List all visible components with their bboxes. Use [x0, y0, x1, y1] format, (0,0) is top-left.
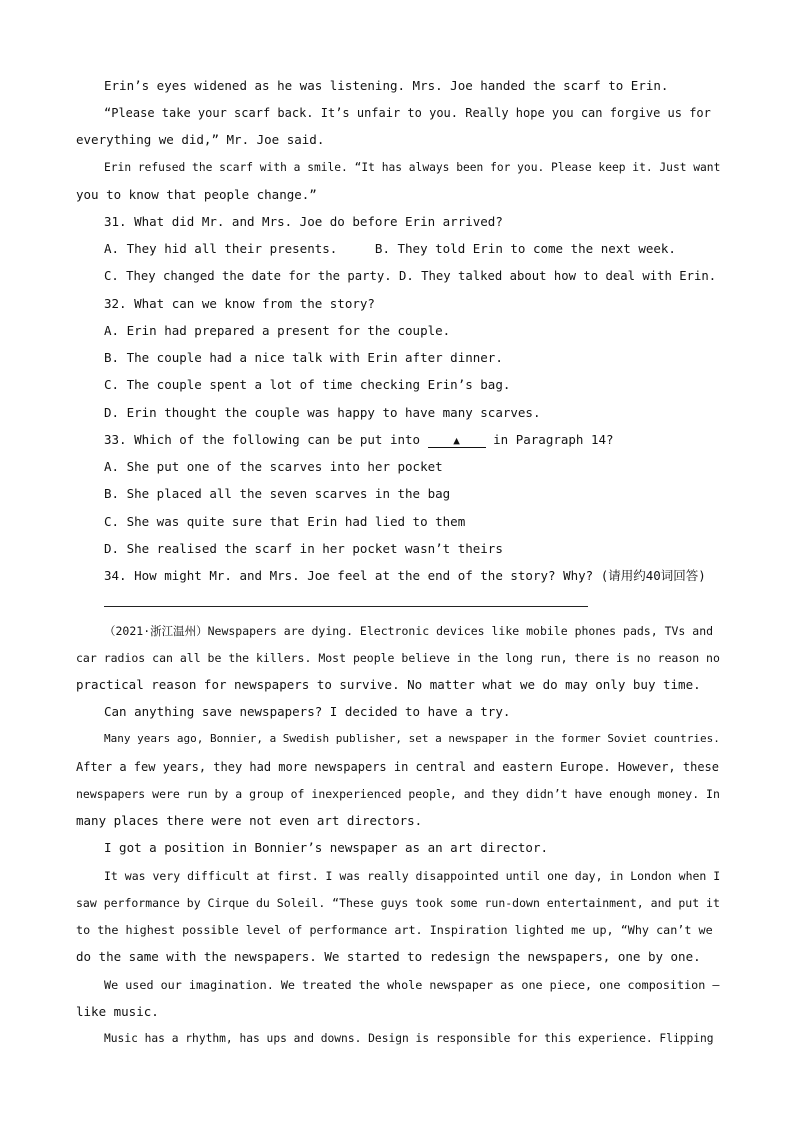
passage-line: like music.: [76, 1004, 159, 1019]
answer-blank: [428, 433, 486, 448]
question-32-option-b: B. The couple had a nice talk with Erin after dinner.: [104, 350, 503, 365]
question-32-stem: 32. What can we know from the story?: [104, 296, 375, 311]
passage-line: newspapers were run by a group of inexperienced people, and they didn’t have enough money. In: [76, 787, 720, 801]
passage-line: I got a position in Bonnier’s newspaper as an art director.: [104, 840, 549, 855]
passage-line: Music has a rhythm, has ups and downs. Design is responsible for this experience. Flipping: [104, 1032, 714, 1045]
story-line: Erin’s eyes widened as he was listening. Mrs. Joe handed the scarf to Erin.: [104, 78, 669, 93]
story-line: everything we did,” Mr. Joe said.: [76, 132, 325, 147]
question-32-option-c: C. The couple spent a lot of time checking Erin’s bag.: [104, 377, 511, 392]
passage-line: to the highest possible level of performance art. Inspiration lighted me up, “Why can’t we: [76, 923, 713, 937]
question-34-stem: 34. How might Mr. and Mrs. Joe feel at the end of the story? Why? (请用约40词回答): [104, 568, 706, 583]
passage-line: many places there were not even art directors.: [76, 813, 423, 828]
answer-line: [104, 606, 588, 607]
question-33-option-b: B. She placed all the seven scarves in the bag: [104, 486, 451, 501]
question-33-option-d: D. She realised the scarf in her pocket wasn’t theirs: [104, 541, 503, 556]
passage-line: saw performance by Cirque du Soleil. “These guys took some run-down entertainment, and put it: [76, 896, 720, 910]
passage-line: After a few years, they had more newspapers in central and eastern Europe. However, these: [76, 760, 719, 774]
passage-line: Many years ago, Bonnier, a Swedish publisher, set a newspaper in the former Soviet countries.: [104, 732, 720, 745]
passage-line: （2021·浙江温州）Newspapers are dying. Electronic devices like mobile phones pads, TVs and: [104, 624, 714, 638]
question-31-options-row2: C. They changed the date for the party. D. They talked about how to deal with Erin.: [104, 269, 717, 283]
question-33-option-a: A. She put one of the scarves into her pocket: [104, 459, 443, 474]
story-line: you to know that people change.”: [76, 187, 317, 202]
passage-line: Can anything save newspapers? I decided to have a try.: [104, 704, 511, 719]
passage-line: car radios can all be the killers. Most people believe in the long run, there is no reason no: [76, 651, 720, 665]
question-32-option-a: A. Erin had prepared a present for the couple.: [104, 323, 451, 338]
question-31-options-row1: A. They hid all their presents. B. They told Erin to come the next week.: [104, 241, 676, 256]
question-31-stem: 31. What did Mr. and Mrs. Joe do before Erin arrived?: [104, 214, 503, 229]
question-33-stem-start: 33. Which of the following can be put into: [104, 432, 428, 447]
story-line: “Please take your scarf back. It’s unfair to you. Really hope you can forgive us for: [104, 106, 711, 120]
story-line: Erin refused the scarf with a smile. “It has always been for you. Please keep it. Just want: [104, 161, 720, 174]
question-33-option-c: C. She was quite sure that Erin had lied to them: [104, 514, 466, 529]
triangle-marker-icon: ▲: [453, 434, 460, 447]
question-33-stem: [104, 432, 720, 448]
question-32-option-d: D. Erin thought the couple was happy to have many scarves.: [104, 405, 541, 420]
passage-line: practical reason for newspapers to survive. No matter what we do may only buy time.: [76, 677, 701, 692]
passage-line: We used our imagination. We treated the whole newspaper as one piece, one composition —: [104, 978, 720, 992]
passage-line: do the same with the newspapers. We started to redesign the newspapers, one by one.: [76, 949, 701, 964]
question-33-stem-end: in Paragraph 14?: [485, 432, 614, 447]
passage-line: It was very difficult at first. I was really disappointed until one day, in London when I: [104, 869, 720, 883]
